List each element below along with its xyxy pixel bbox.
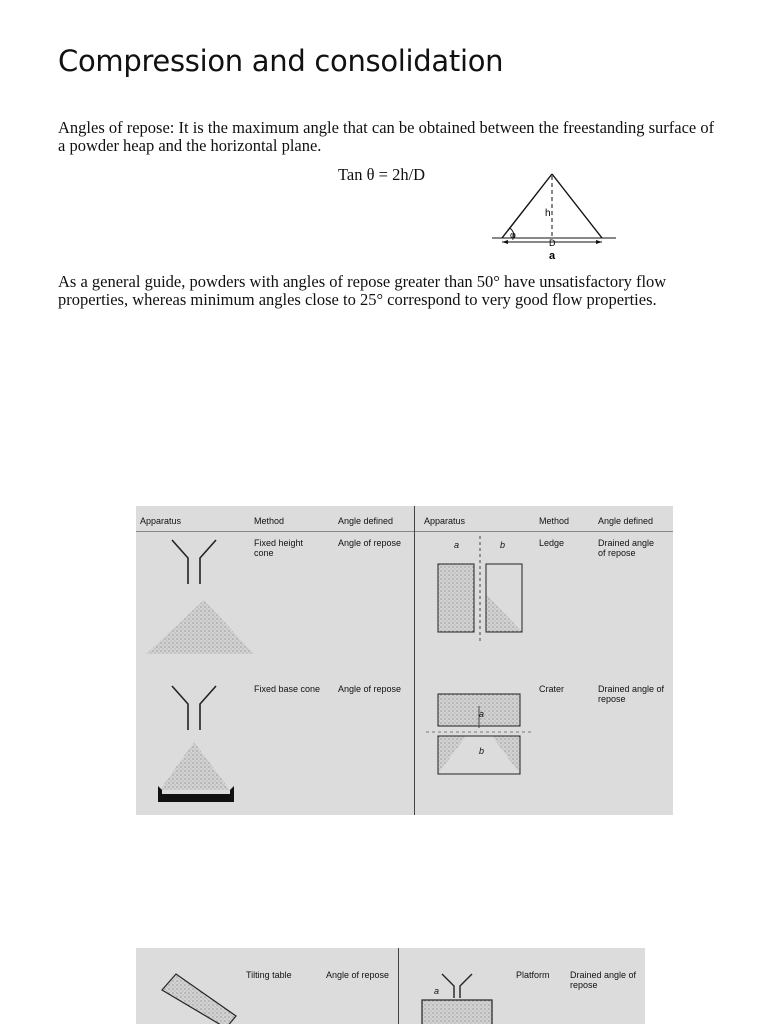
angle-row2-left: Angle of repose — [338, 684, 402, 694]
heap-label-h: h — [545, 208, 551, 219]
crater-label-a: a — [479, 709, 485, 719]
column-divider — [414, 506, 415, 815]
heap-diagram-svg — [488, 166, 622, 262]
methods-table-drawings — [136, 506, 673, 815]
header-angle-right: Angle defined — [598, 516, 654, 526]
formula: Tan θ = 2h/D — [338, 165, 426, 184]
tilting-platform-methods-table — [136, 948, 645, 1024]
angle-of-repose-definition: Angles of repose: It is the maximum angle that can be obtained between the freestanding surface of a powder heap and the horizontal plane. — [58, 118, 715, 155]
heap-label-phi: φ — [510, 230, 516, 240]
heap-diagram — [488, 166, 622, 262]
method-crater: Crater — [539, 684, 565, 694]
angle-of-repose-methods-table — [136, 506, 673, 815]
header-angle-left: Angle defined — [338, 516, 394, 526]
angle-row1-right: Drained angle of repose — [598, 538, 655, 558]
method-tilting-table: Tilting table — [246, 970, 292, 980]
method-ledge: Ledge — [539, 538, 565, 548]
ledge-label-b: b — [500, 540, 506, 550]
method-fixed-base-cone: Fixed base cone — [254, 684, 321, 694]
header-method-right: Method — [539, 516, 570, 526]
header-apparatus-right: Apparatus — [424, 516, 466, 526]
ledge-label-a: a — [454, 540, 460, 550]
angle-tilting-table: Angle of repose — [326, 970, 390, 980]
header-apparatus-left: Apparatus — [140, 516, 182, 526]
table2-column-divider — [398, 948, 399, 1024]
platform-label-a: a — [434, 986, 440, 996]
header-rule — [136, 531, 673, 532]
heap-label-d: D — [549, 238, 556, 248]
crater-label-b: b — [479, 746, 485, 756]
flow-guide-paragraph: As a general guide, powders with angles of repose greater than 50° have unsatisfactory flow properties, whereas minimum angles close to 25° correspond to very good flow properties. — [58, 272, 667, 309]
method-fixed-height-cone: Fixed height cone — [254, 538, 304, 558]
angle-platform: Drained angle of repose — [570, 970, 637, 990]
page-title: Compression and consolidation — [58, 44, 504, 78]
header-method-left: Method — [254, 516, 285, 526]
methods-table2-drawings — [136, 948, 645, 1024]
method-platform: Platform — [516, 970, 550, 980]
angle-row1-left: Angle of repose — [338, 538, 402, 548]
angle-row2-right: Drained angle of repose — [598, 684, 665, 704]
heap-caption: a — [549, 250, 556, 262]
